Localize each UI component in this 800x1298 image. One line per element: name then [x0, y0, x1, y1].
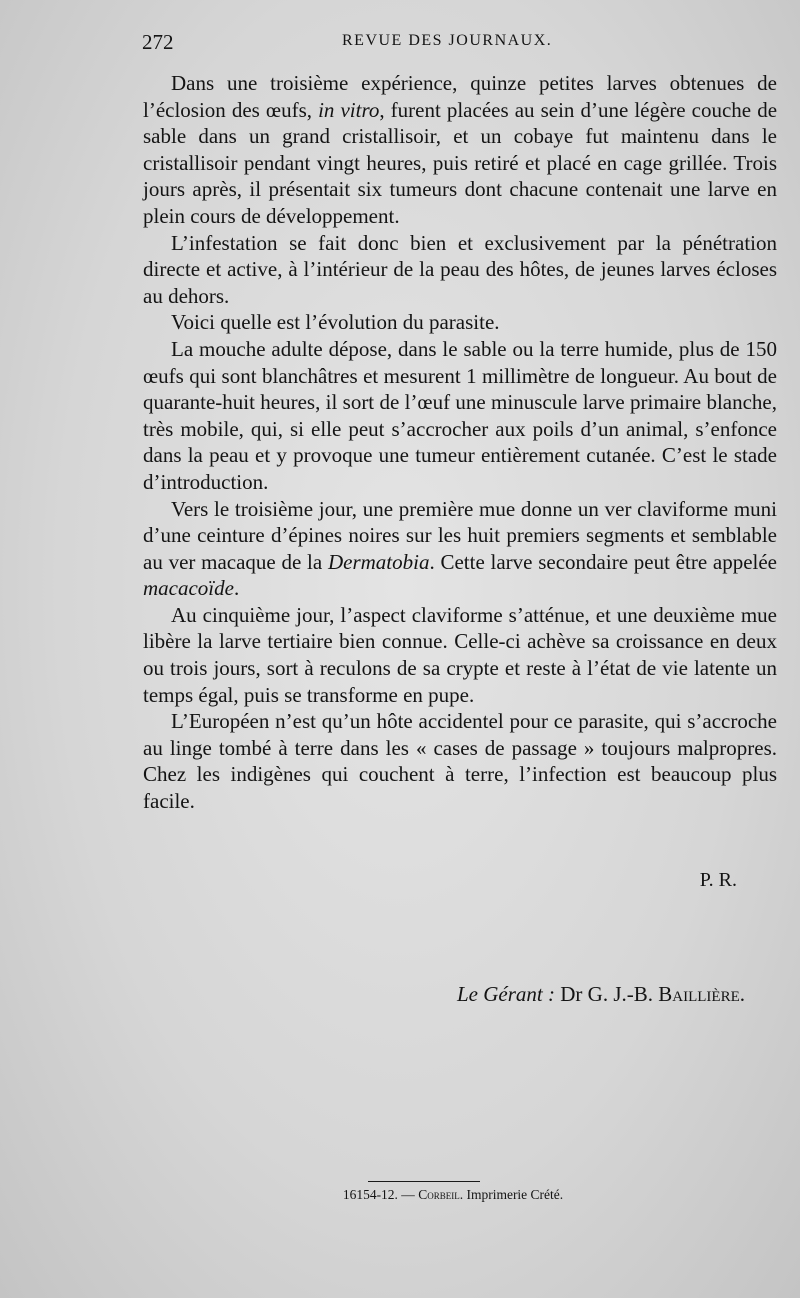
paragraph — [143, 602, 777, 708]
text-run: . — [233, 576, 240, 601]
imprint-printer: Imprimerie Crété. — [466, 1187, 564, 1202]
running-head: REVUE DES JOURNAUX. — [342, 32, 553, 49]
paragraph — [143, 336, 777, 496]
imprint-city: Corbeil. — [418, 1187, 464, 1202]
paragraph — [143, 708, 777, 814]
page-header — [142, 30, 782, 60]
gerant-line — [143, 982, 745, 1007]
paragraph — [143, 309, 777, 336]
article-body — [143, 70, 777, 815]
gerant-name: G. J.-B. — [587, 982, 653, 1006]
text-run: Au cinquième jour, l’aspect claviforme s’atténue, et une deuxième mue libère la larve tertiaire bien connue. Celle-ci achève sa croissance en deux ou trois jours, sort à reculons de sa crypte et reste à l’état de vie latente un temps égal, puis se transforme en pupe. — [143, 602, 777, 707]
italic-text: macacoïde — [143, 576, 234, 601]
text-run: La mouche adulte dépose, dans le sable ou la terre humide, plus de 150 œufs qui sont blanchâtres et mesurent 1 millimètre de longueur. Au bout de quarante-huit heures, il sort de l’œuf une minuscule larve primaire blanche, très mobile, qui, si elle peut s’accrocher aux poils d’un animal, s’enfonce dans la peau et y provoque une tumeur entièrement cutanée. C’est le stade d’introduction. — [143, 336, 777, 494]
text-run: Vers le troisième jour, une première mue donne un ver claviforme muni d’une ceinture d’épines noires sur les huit premiers segments et semblable au ver macaque de la — [143, 496, 777, 574]
paragraph — [143, 496, 777, 602]
text-run: . Cette larve secondaire peut être appelée — [429, 549, 778, 574]
imprint-line — [143, 1187, 763, 1203]
text-run: L’infestation se fait donc bien et exclusivement par la pénétration directe et active, à l’intérieur de la peau des hôtes, de jeunes larves écloses au dehors. — [143, 230, 777, 308]
text-run: , furent placées au sein d’une légère couche de sable dans un grand cristallisoir, et un cobaye fut maintenu dans le cristallisoir pendant vingt heures, puis retiré et placé en cage grillée. Trois jours après, il présentait six tumeurs dont chacune contenait une larve en plein cours de développement. — [143, 97, 778, 228]
italic-text: in vitro — [318, 97, 380, 122]
gerant-label: Le Gérant : — [456, 982, 555, 1006]
paragraph — [143, 230, 777, 310]
page-number: 272 — [142, 30, 174, 54]
imprint-code: 16154-12. — — [342, 1187, 415, 1202]
italic-text: Dermatobia — [327, 549, 430, 574]
gerant-title: Dr — [560, 982, 583, 1006]
imprint-rule — [368, 1181, 480, 1182]
text-run: Dans une troisième expérience, quinze petites larves obtenues de l’éclosion des œufs, — [143, 71, 777, 122]
author-initials: P. R. — [699, 869, 737, 891]
gerant-surname: Baillière. — [658, 982, 745, 1006]
paragraph — [143, 70, 777, 230]
text-run: L’Européen n’est qu’un hôte accidentel pour ce parasite, qui s’accroche au linge tombé à terre dans les « cases de passage » toujours malpropres. Chez les indigènes qui couchent à terre, l’infection est beaucoup plus facile. — [143, 709, 777, 814]
text-run: Voici quelle est l’évolution du parasite. — [171, 310, 500, 335]
